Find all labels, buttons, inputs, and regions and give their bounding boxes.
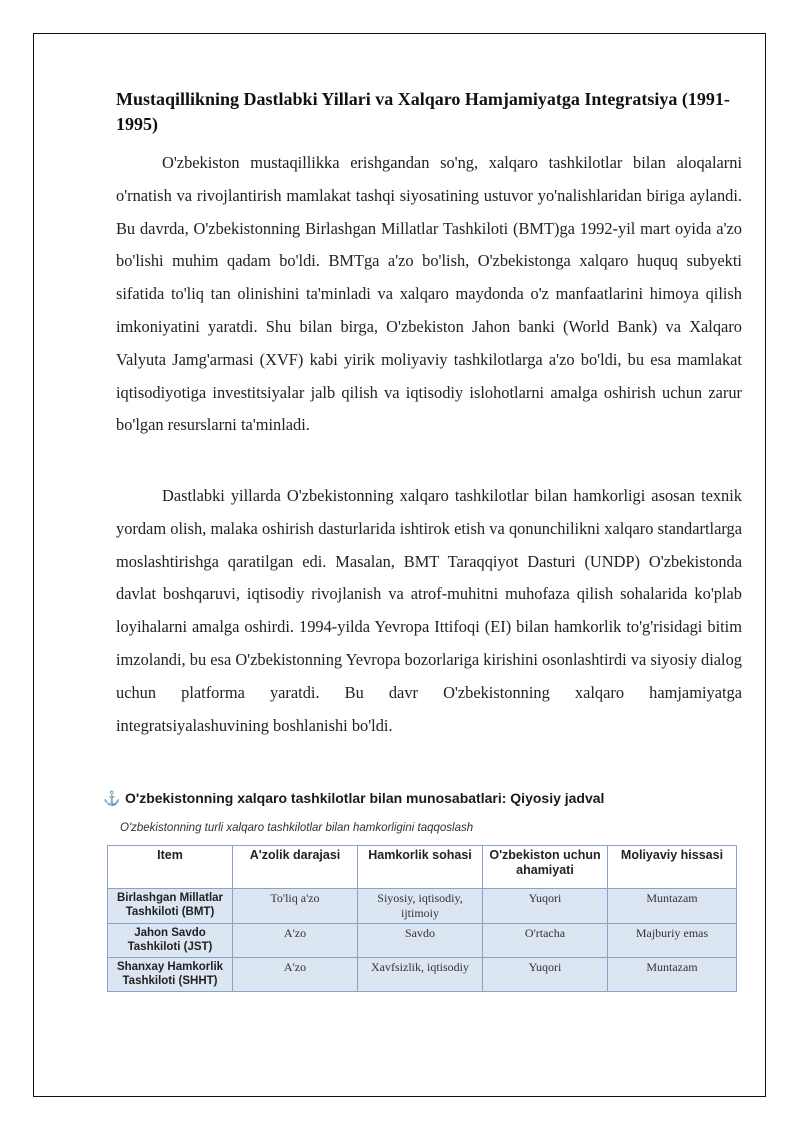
column-header: Item (108, 846, 233, 889)
table-heading-text: O'zbekistonning xalqaro tashkilotlar bilan munosabatlari: Qiyosiy jadval (125, 790, 605, 806)
table-header-row (108, 846, 737, 889)
table-cell-item: Jahon Savdo Tashkiloti (JST) (108, 924, 233, 958)
table-cell: A'zo (233, 958, 358, 992)
table-cell: A'zo (233, 924, 358, 958)
table-row (108, 889, 737, 924)
column-header: Hamkorlik sohasi (358, 846, 483, 889)
table-cell: Yuqori (483, 889, 608, 924)
table-cell: To'liq a'zo (233, 889, 358, 924)
column-header: O'zbekiston uchun ahamiyati (483, 846, 608, 889)
table-heading (103, 790, 743, 807)
anchor-icon: ⚓ (103, 790, 121, 806)
table-cell: Yuqori (483, 958, 608, 992)
column-header: Moliyaviy hissasi (608, 846, 737, 889)
table-cell-item: Shanxay Hamkorlik Tashkiloti (SHHT) (108, 958, 233, 992)
table-row (108, 924, 737, 958)
table-caption: O'zbekistonning turli xalqaro tashkilotlar bilan hamkorligini taqqoslash (120, 822, 474, 834)
table-cell: Muntazam (608, 889, 737, 924)
table-cell: Savdo (358, 924, 483, 958)
table-cell: Siyosiy, iqtisodiy, ijtimoiy (358, 889, 483, 924)
section-heading: Mustaqillikning Dastlabki Yillari va Xalqaro Hamjamiyatga Integratsiya (1991-1995) (116, 89, 730, 134)
paragraph-2: Dastlabki yillarda O'zbekistonning xalqaro tashkilotlar bilan hamkorligi asosan texnik yordam olish, malaka oshirish dasturlarida ishtirok etish va qonunchilikni xalqaro standartlarga moslashtirishga qaratilgan edi. Masalan, BMT Taraqqiyot Dasturi (UNDP) O'zbekistonda davlat boshqaruvi, iqtisodiy rivojlanish va atrof-muhitni muhofaza qilish sohalarida ko'plab loyihalarni amalga oshirdi. 1994-yilda Yevropa Ittifoqi (EI) bilan hamkorlik to'g'risidagi bitim imzolandi, bu esa O'zbekistonning Yevropa bozorlariga kirishini osonlashtirdi va siyosiy dialog uchun platforma yaratdi. Bu davr O'zbekistonning xalqaro hamjamiyatga integratsiyalashuvining boshlanishi bo'ldi. (116, 486, 742, 735)
comparison-table (107, 845, 737, 992)
column-header: A'zolik darajasi (233, 846, 358, 889)
table-cell: Xavfsizlik, iqtisodiy (358, 958, 483, 992)
table-cell: Majburiy emas (608, 924, 737, 958)
table-cell-item: Birlashgan Millatlar Tashkiloti (BMT) (108, 889, 233, 924)
table-cell: Muntazam (608, 958, 737, 992)
table-cell: O'rtacha (483, 924, 608, 958)
table-row (108, 958, 737, 992)
paragraph-1: O'zbekiston mustaqillikka erishgandan so'ng, xalqaro tashkilotlar bilan aloqalarni o'rnatish va rivojlantirish mamlakat tashqi siyosatining ustuvor yo'nalishlaridan biriga aylandi. Bu davrda, O'zbekistonning Birlashgan Millatlar Tashkiloti (BMT)ga 1992-yil mart oyida a'zo bo'lishi muhim qadam bo'ldi. BMTga a'zo bo'lish, O'zbekistonga xalqaro huquq subyekti sifatida to'liq tan olinishini ta'minladi va xalqaro maydonda o'z manfaatlarini himoya qilish imkoniyatini yaratdi. Shu bilan birga, O'zbekiston Jahon banki (World Bank) va Xalqaro Valyuta Jamg'armasi (XVF) kabi yirik moliyaviy tashkilotlarga a'zo bo'ldi, bu esa mamlakat iqtisodiyotiga investitsiyalar jalb qilish va iqtisodiy islohotlarni amalga oshirish uchun zarur bo'lgan resurslarni ta'minladi. (116, 153, 742, 435)
